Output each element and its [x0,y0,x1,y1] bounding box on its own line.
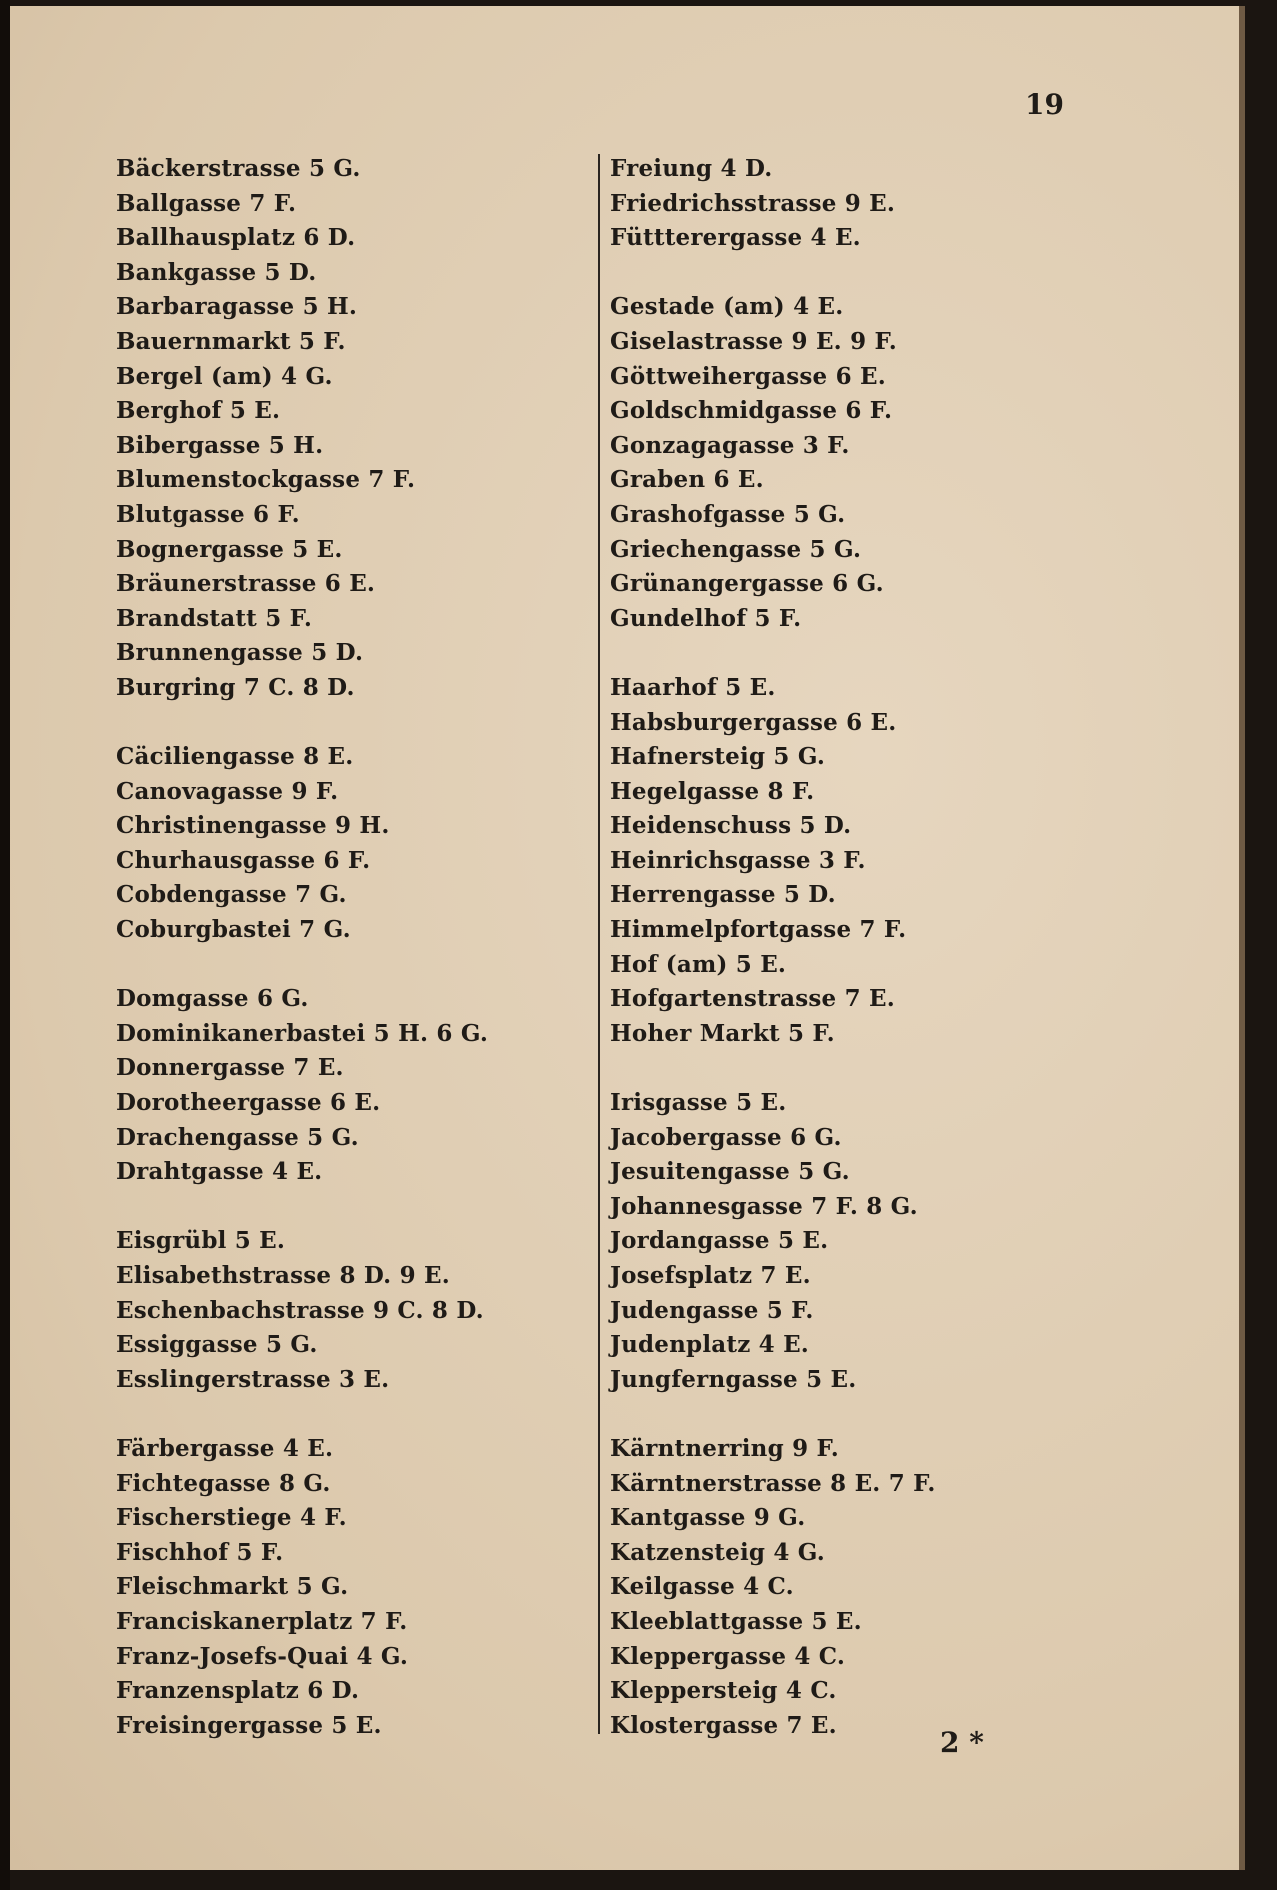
street-entry: Fischerstiege 4 F. [116,1504,347,1532]
street-entry: Hegelgasse 8 F. [610,777,815,805]
street-entry: Domgasse 6 G. [116,985,309,1013]
street-entry: Kleppersteig 4 C. [610,1677,837,1705]
street-entry: Josefsplatz 7 E. [610,1262,811,1289]
street-entry: Heidenschuss 5 D. [610,812,852,840]
street-entry: Hoher Markt 5 F. [610,1019,835,1047]
street-entry: Haarhof 5 E. [610,673,776,701]
street-entry: Judengasse 5 F. [610,1296,814,1324]
street-entry: Cäciliengasse 8 E. [116,743,354,771]
street-entry: Canovagasse 9 F. [116,777,339,805]
street-entry: Fichtegasse 8 G. [116,1469,331,1497]
street-entry: Ballgasse 7 F. [116,189,297,217]
section-gap [610,636,1170,671]
street-entry: Churhausgasse 6 F. [116,846,371,874]
section-gap [610,256,1170,291]
street-entry: Kantgasse 9 G. [610,1504,806,1532]
street-entry: Griechengasse 5 G. [610,535,862,563]
street-entry: Füttterergasse 4 E. [610,224,861,252]
street-entry: Habsburgergasse 6 E. [610,708,897,736]
street-entry: Brunnengasse 5 D. [116,639,364,667]
street-entry: Friedrichsstrasse 9 E. [610,189,896,217]
street-entry: Brandstatt 5 F. [116,604,313,632]
street-entry: Kleppergasse 4 C. [610,1642,846,1670]
street-entry: Drachengasse 5 G. [116,1123,359,1151]
street-entry: Bäckerstrasse 5 G. [116,155,361,182]
street-entry: Ballhausplatz 6 D. [116,224,356,252]
street-entry: Johannesgasse 7 F. 8 G. [610,1192,918,1220]
street-entry: Fleischmarkt 5 G. [116,1573,349,1601]
street-entry: Grashofgasse 5 G. [610,500,846,528]
street-entry: Göttweihergasse 6 E. [610,362,886,390]
street-entry: Graben 6 E. [610,466,764,494]
street-entry: Burgring 7 C. 8 D. [116,673,355,701]
street-entry: Gonzagagasse 3 F. [610,431,850,459]
street-entry: Freiung 4 D. [610,155,773,182]
street-entry: Bibergasse 5 H. [116,431,324,459]
street-entry: Franciskanerplatz 7 F. [116,1607,408,1635]
street-entry: Kärntnerring 9 F. [610,1434,839,1462]
street-entry: Keilgasse 4 C. [610,1573,794,1601]
street-entry: Fischhof 5 F. [116,1538,284,1566]
street-entry: Hofgartenstrasse 7 E. [610,985,895,1013]
section-gap [116,706,586,741]
signature-mark: 2 * [940,1726,984,1759]
section-gap [610,1397,1170,1432]
street-entry: Eschenbachstrasse 9 C. 8 D. [116,1296,484,1324]
street-entry: Coburgbastei 7 G. [116,916,351,944]
street-entry: Bankgasse 5 D. [116,258,317,286]
street-entry: Bräunerstrasse 6 E. [116,570,376,598]
street-entry: Franzensplatz 6 D. [116,1677,360,1705]
street-entry: Gundelhof 5 F. [610,604,802,632]
street-entry: Goldschmidgasse 6 F. [610,397,893,425]
street-entry: Berghof 5 E. [116,397,281,425]
street-entry: Donnergasse 7 E. [116,1054,344,1082]
street-entry: Grünangergasse 6 G. [610,570,884,598]
street-entry: Essiggasse 5 G. [116,1331,318,1359]
street-entry: Heinrichsgasse 3 F. [610,846,866,874]
street-entry: Hof (am) 5 E. [610,950,787,978]
street-entry: Giselastrasse 9 E. 9 F. [610,327,897,355]
street-entry: Dorotheergasse 6 E. [116,1089,381,1117]
street-entry: Esslingerstrasse 3 E. [116,1365,390,1393]
street-entry: Franz-Josefs-Quai 4 G. [116,1642,409,1670]
street-entry: Jordangasse 5 E. [610,1227,829,1255]
street-entry: Elisabethstrasse 8 D. 9 E. [116,1262,450,1289]
book-page [10,6,1245,1870]
street-entry: Kleeblattgasse 5 E. [610,1607,862,1635]
street-entry: Jungferngasse 5 E. [610,1365,857,1393]
street-entry: Jacobergasse 6 G. [610,1123,842,1151]
column-divider [598,154,600,1734]
section-gap [116,948,586,983]
street-entry: Blutgasse 6 F. [116,500,300,528]
street-entry: Drahtgasse 4 E. [116,1158,323,1186]
street-entry: Blumenstockgasse 7 F. [116,466,416,494]
street-entry: Klostergasse 7 E. [610,1711,837,1739]
street-entry: Kärntnerstrasse 8 E. 7 F. [610,1469,936,1497]
street-entry: Himmelpfortgasse 7 F. [610,916,907,944]
left-street-column [116,152,586,1743]
street-entry: Bognergasse 5 E. [116,535,343,563]
section-gap [116,1190,586,1225]
street-entry: Herrengasse 5 D. [610,881,836,909]
street-entry: Katzensteig 4 G. [610,1538,826,1566]
book-spine-shadow [0,0,10,1890]
street-entry: Jesuitengasse 5 G. [610,1158,850,1186]
street-entry: Bauernmarkt 5 F. [116,327,346,355]
street-entry: Färbergasse 4 E. [116,1434,334,1462]
section-gap [116,1397,586,1432]
street-entry: Irisgasse 5 E. [610,1089,787,1117]
page-number: 19 [1025,88,1064,121]
street-entry: Bergel (am) 4 G. [116,362,333,390]
street-entry: Barbaragasse 5 H. [116,293,358,321]
right-street-column [610,152,1170,1743]
street-entry: Gestade (am) 4 E. [610,293,844,321]
street-entry: Dominikanerbastei 5 H. 6 G. [116,1019,489,1047]
street-entry: Eisgrübl 5 E. [116,1227,286,1255]
section-gap [610,1051,1170,1086]
street-entry: Freisingergasse 5 E. [116,1711,382,1739]
street-entry: Cobdengasse 7 G. [116,881,347,909]
street-entry: Christinengasse 9 H. [116,812,390,840]
street-entry: Hafnersteig 5 G. [610,743,826,771]
street-entry: Judenplatz 4 E. [610,1331,810,1359]
